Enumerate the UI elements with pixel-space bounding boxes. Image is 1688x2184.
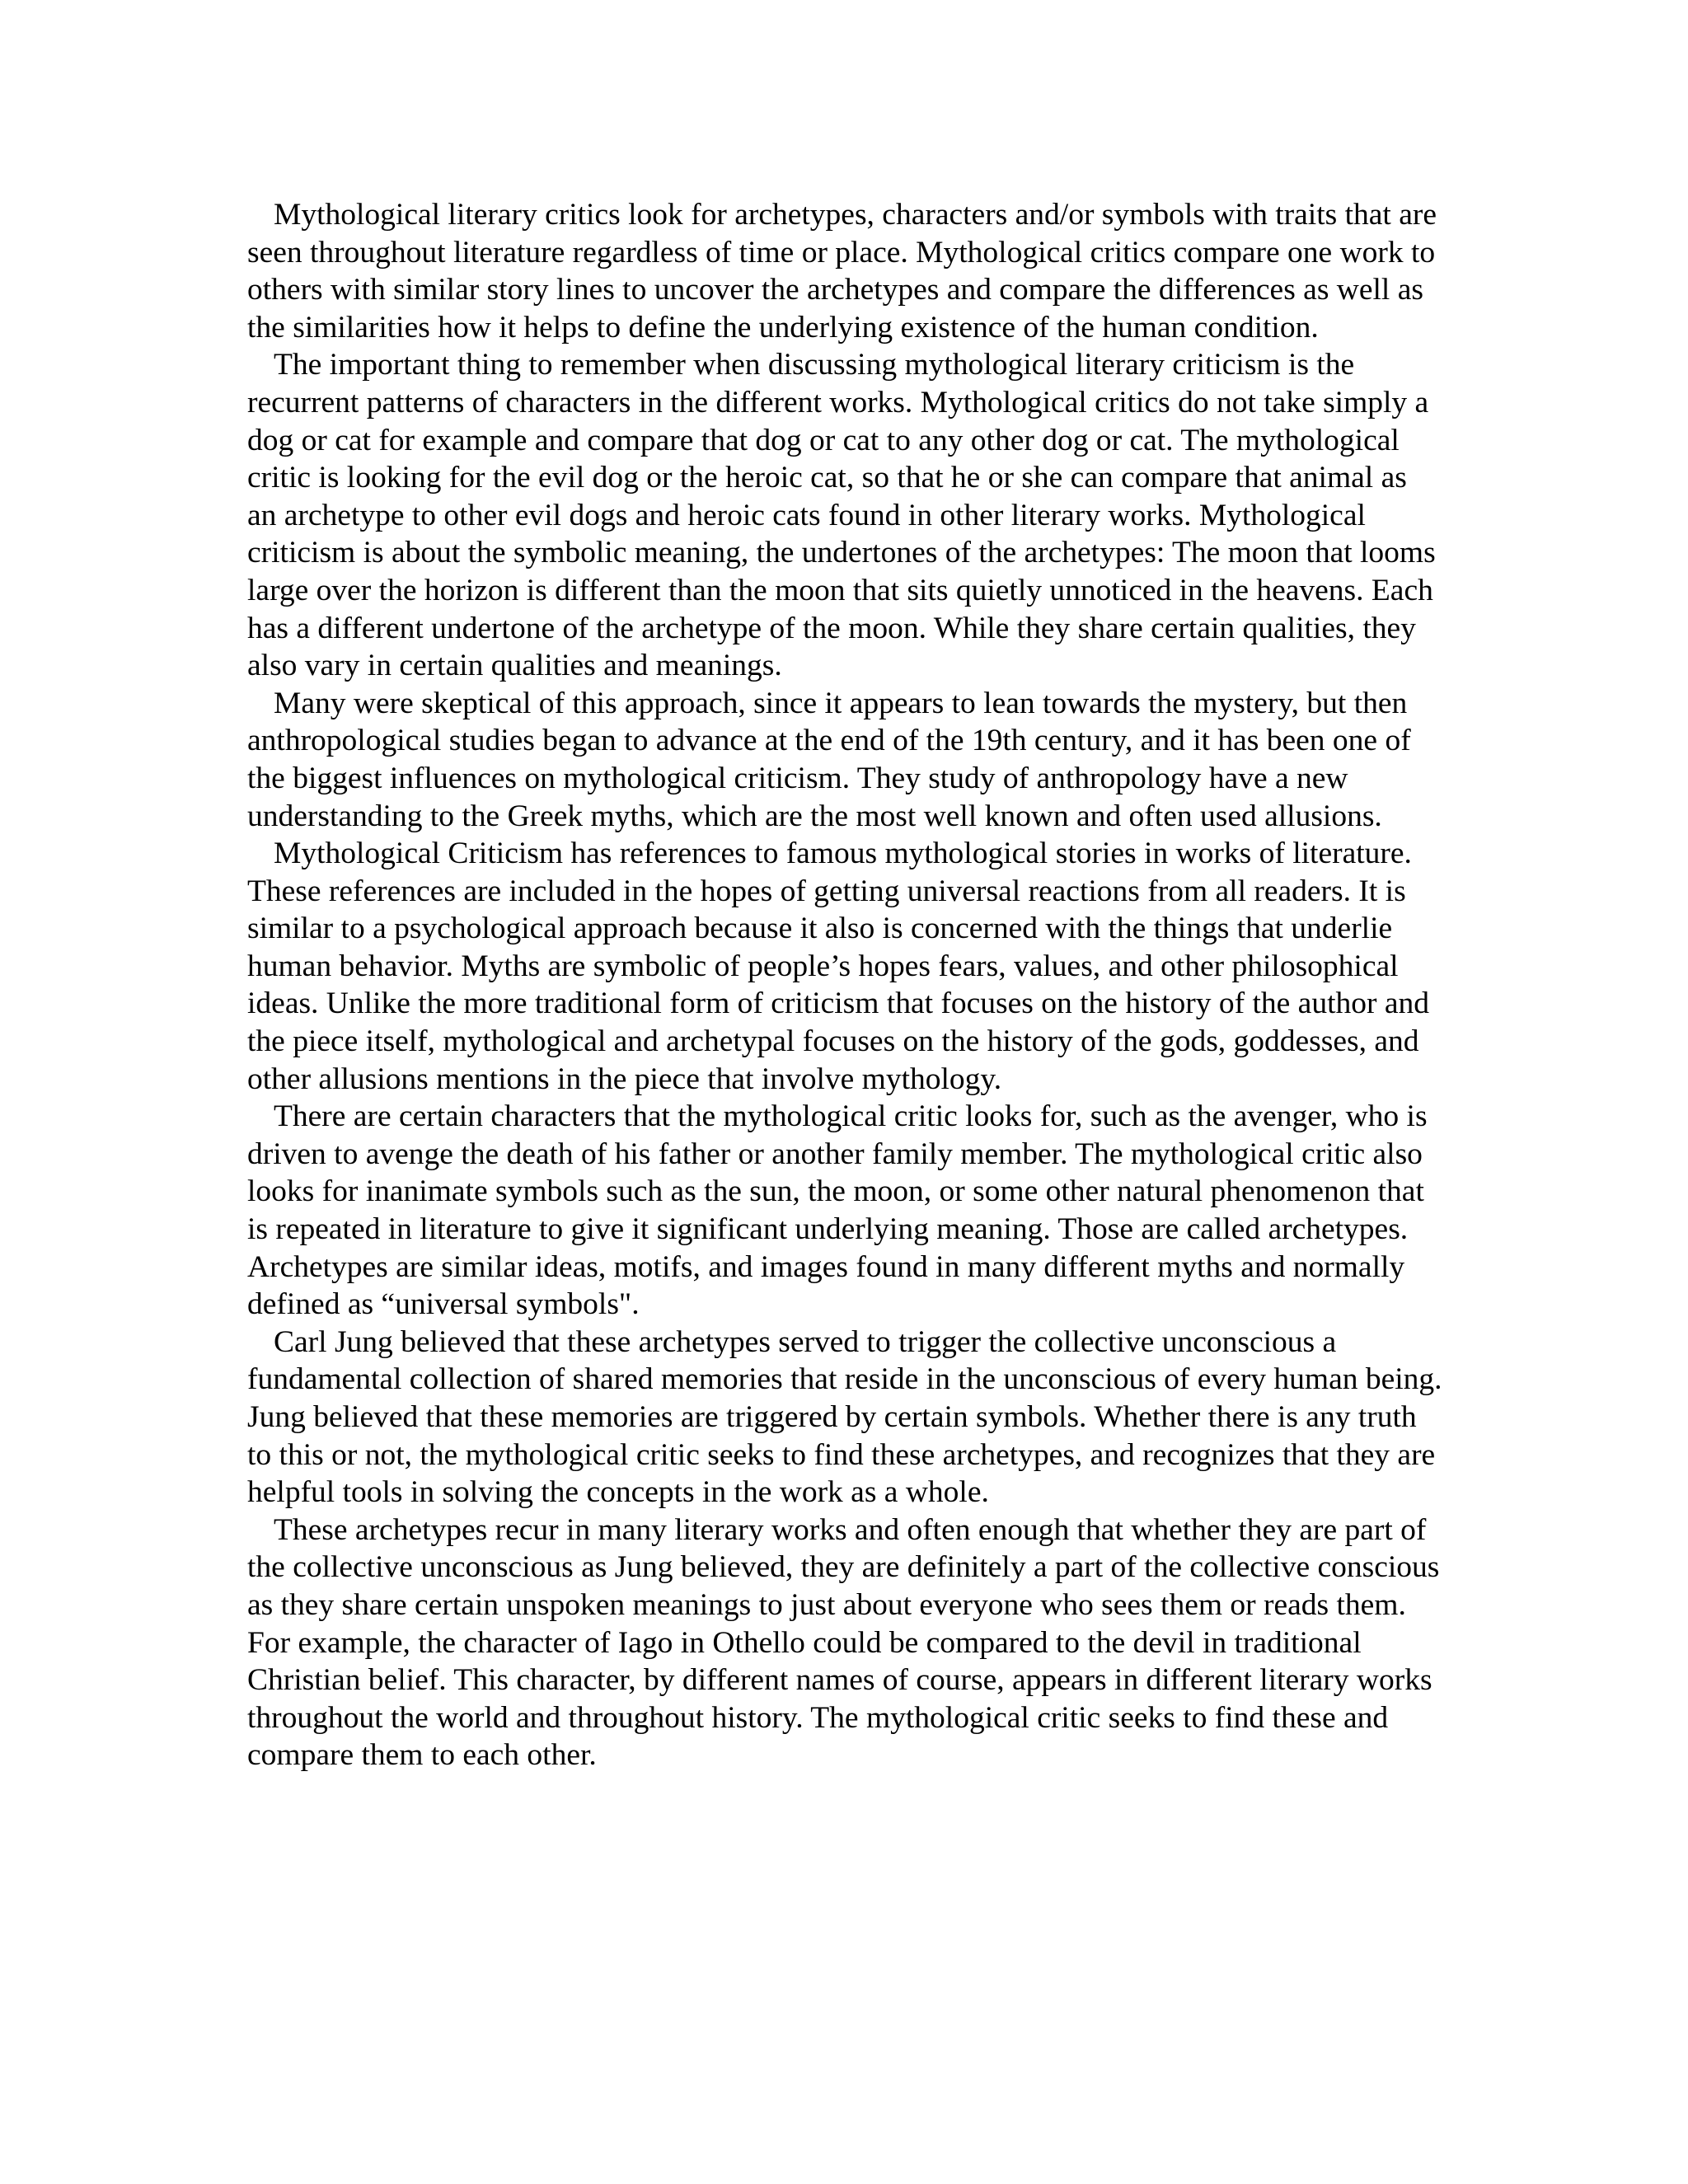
paragraph-6: Carl Jung believed that these archetypes served to trigger the collective unconscious a fundamental collection of shared memories that reside in the unconscious of every human being. Jung believed that these memories are triggered by certain symbols. Whether there is any truth to this or not, the mythological critic seeks to find these archetypes, and recognizes that they are helpful tools in solving the concepts in the work as a whole. bbox=[247, 1324, 1442, 1510]
paragraph-3: Many were skeptical of this approach, since it appears to lean towards the mystery, but then anthropological studies began to advance at the end of the 19th century, and it has been one of the biggest influences on mythological criticism. They study of anthropology have a new understanding to the Greek myths, which are the most well known and often used allusions. bbox=[247, 686, 1411, 833]
paragraph-2: The important thing to remember when discussing mythological literary criticism is the recurrent patterns of characters in the different works. Mythological critics do not take simply a dog or cat for example and compare that dog or cat to any other dog or cat. The mythological critic is looking for the evil dog or the heroic cat, so that he or she can compare that animal as an archetype to other evil dogs and heroic cats found in other literary works. Mythological criticism is about the symbolic meaning, the undertones of the archetypes: The moon that looms large over the horizon is different than the moon that sits quietly unnoticed in the heavens. Each has a different undertone of the archetype of the moon. While they share certain qualities, they also vary in certain qualities and meanings. bbox=[247, 348, 1436, 683]
document-body bbox=[247, 196, 1442, 1774]
paragraph-4: Mythological Criticism has references to famous mythological stories in works of literature. These references are included in the hopes of getting universal reactions from all readers. It is similar to a psychological approach because it also is concerned with the things that underlie human behavior. Myths are symbolic of people’s hopes fears, values, and other philosophical ideas. Unlike the more traditional form of criticism that focuses on the history of the author and the piece itself, mythological and archetypal focuses on the history of the gods, goddesses, and other allusions mentions in the piece that involve mythology. bbox=[247, 837, 1429, 1096]
paragraph-7: These archetypes recur in many literary works and often enough that whether they are part of the collective unconscious as Jung believed, they are definitely a part of the collective conscious as they share certain unspoken meanings to just about everyone who sees them or reads them. For example, the character of Iago in Othello could be compared to the devil in traditional Christian belief. This character, by different names of course, appears in different literary works throughout the world and throughout history. The mythological critic seeks to find these and compare them to each other. bbox=[247, 1512, 1440, 1773]
paragraph-1: Mythological literary critics look for archetypes, characters and/or symbols with traits that are seen throughout literature regardless of time or place. Mythological critics compare one work to others with similar story lines to uncover the archetypes and compare the differences as well as the similarities how it helps to define the underlying existence of the human condition. bbox=[247, 198, 1437, 344]
paragraph-5: There are certain characters that the mythological critic looks for, such as the avenger, who is driven to avenge the death of his father or another family member. The mythological critic also looks for inanimate symbols such as the sun, the moon, or some other natural phenomenon that is repeated in literature to give it significant underlying meaning. Those are called archetypes. Archetypes are similar ideas, motifs, and images found in many different myths and normally defined as “universal symbols". bbox=[247, 1099, 1428, 1322]
